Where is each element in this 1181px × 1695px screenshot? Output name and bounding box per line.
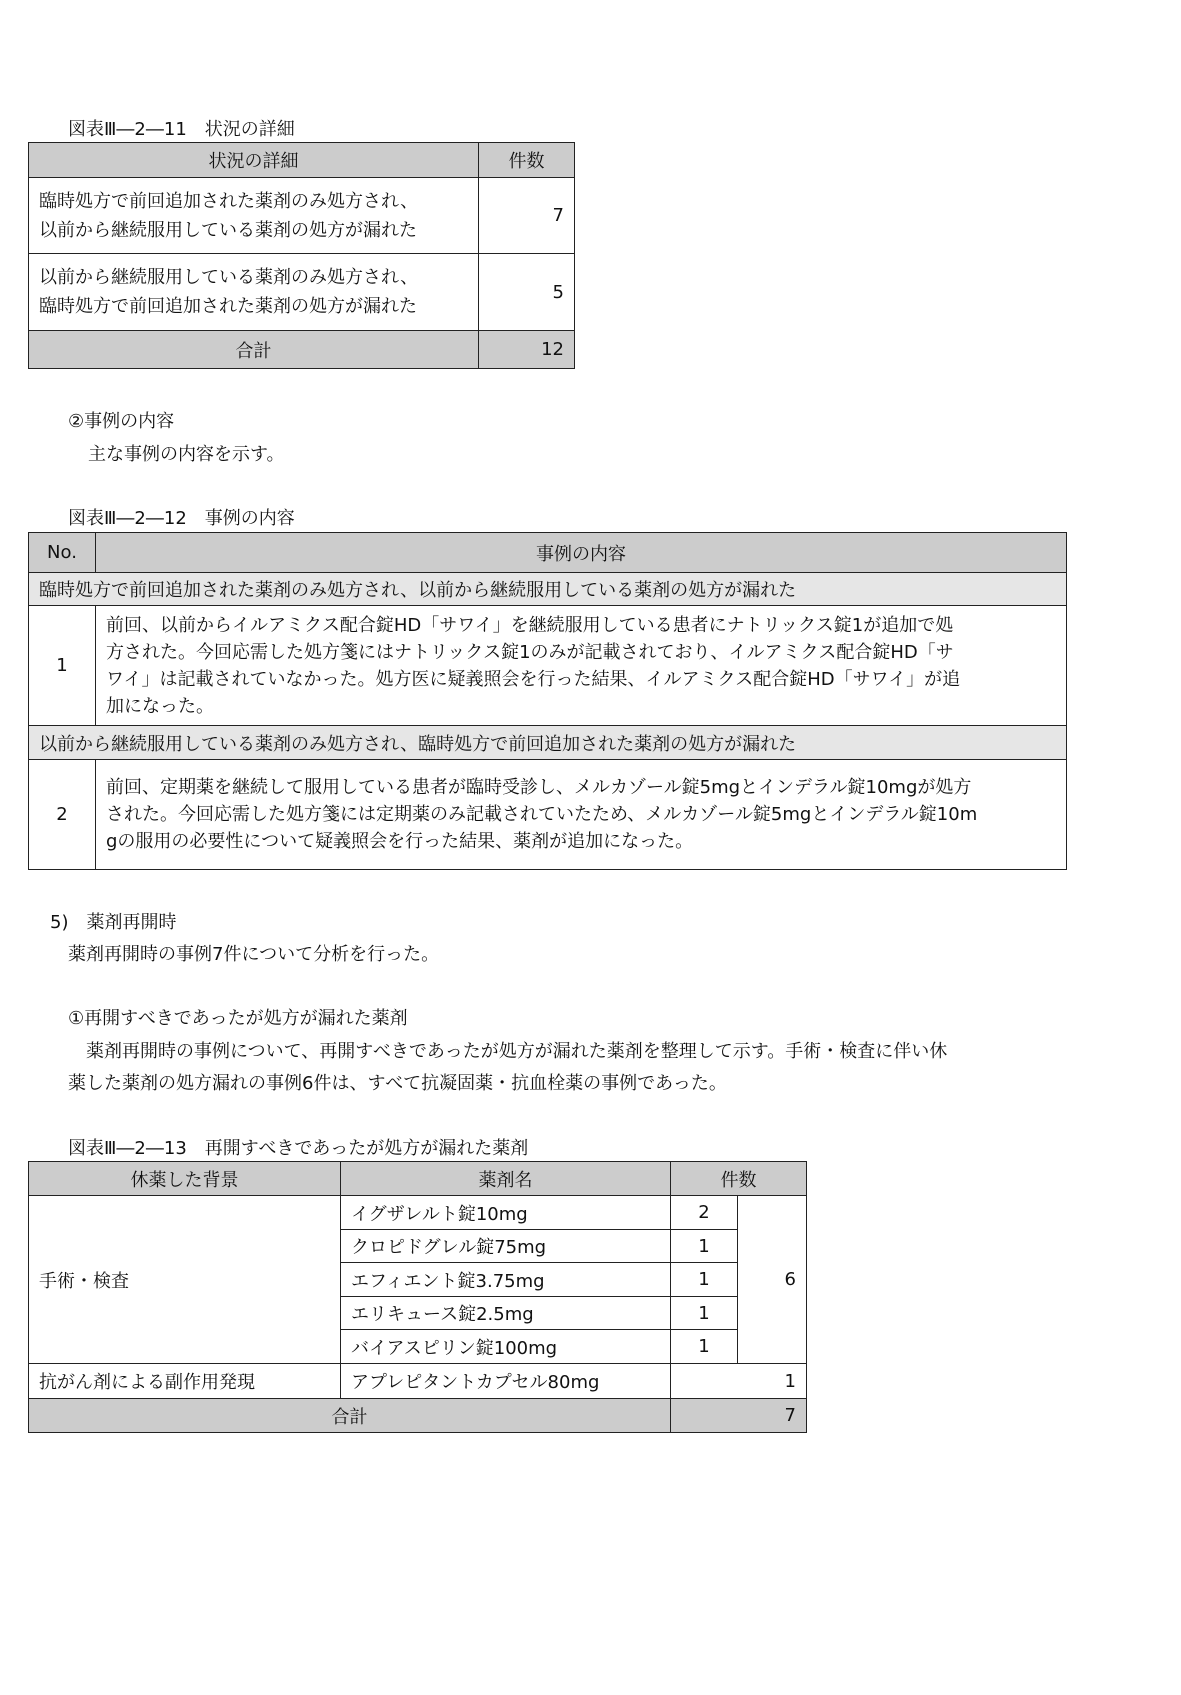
section2-heading: ②事例の内容	[68, 411, 175, 432]
table-row	[29, 606, 1067, 726]
group-row	[29, 726, 1067, 760]
total-label: 合計	[29, 1399, 671, 1433]
section5-subheading: ①再開すべきであったが処方が漏れた薬剤	[68, 1008, 408, 1029]
table-row	[29, 254, 575, 331]
missed-drugs-table	[28, 1161, 807, 1433]
case-text: 前回、以前からイルアミクス配合錠HD「サワイ」を継続服用している患者にナトリックス錠1が追加で処 方された。今回応需した処方箋にはナトリックス錠1のみが記載されており、イルアミクス配合錠HD「サ ワイ」は記載されていなかった。処方医に疑義照会を行った結果、イルアミクス配合錠HD「サワイ」が追 加になった。	[96, 606, 1067, 726]
table1-caption: 図表Ⅲ―2―11 状況の詳細	[68, 119, 295, 140]
table-row	[29, 1196, 807, 1230]
drug-name: エフィエント錠3.75mg	[341, 1263, 671, 1297]
subtotal-count: 6	[738, 1196, 807, 1364]
drug-name: クロピドグレル錠75mg	[341, 1230, 671, 1263]
group-row	[29, 573, 1067, 606]
section5-paragraph-line2: 薬した薬剤の処方漏れの事例6件は、すべて抗凝固薬・抗血栓薬の事例であった。	[68, 1073, 727, 1094]
total-label: 合計	[29, 331, 479, 369]
drug-name: アプレピタントカプセル80mg	[341, 1364, 671, 1399]
section2-text: 主な事例の内容を示す。	[88, 444, 285, 465]
drug-count: 2	[671, 1196, 738, 1230]
table-row	[29, 760, 1067, 870]
table3-caption: 図表Ⅲ―2―13 再開すべきであったが処方が漏れた薬剤	[68, 1138, 529, 1159]
total-count: 12	[479, 331, 575, 369]
background-cell: 手術・検査	[29, 1196, 341, 1364]
group-label: 以前から継続服用している薬剤のみ処方され、臨時処方で前回追加された薬剤の処方が漏れた	[29, 726, 1067, 760]
header-count: 件数	[671, 1162, 807, 1196]
header-situation-detail: 状況の詳細	[29, 143, 479, 178]
header-drug-name: 薬剤名	[341, 1162, 671, 1196]
total-row	[29, 331, 575, 369]
drug-count: 1	[671, 1230, 738, 1263]
group-label: 臨時処方で前回追加された薬剤のみ処方され、以前から継続服用している薬剤の処方が漏れた	[29, 573, 1067, 606]
drug-name: イグザレルト錠10mg	[341, 1196, 671, 1230]
header-count: 件数	[479, 143, 575, 178]
situation-cell: 臨時処方で前回追加された薬剤のみ処方され、 以前から継続服用している薬剤の処方が漏れた	[29, 178, 479, 254]
case-text: 前回、定期薬を継続して服用している患者が臨時受診し、メルカゾール錠5mgとインデラル錠10mgが処方 された。今回応需した処方箋には定期薬のみ記載されていたため、メルカゾール錠5mgとインデラル錠10m gの服用の必要性について疑義照会を行った結果、薬剤が追加になった。	[96, 760, 1067, 870]
count-cell: 7	[479, 178, 575, 254]
table2-caption: 図表Ⅲ―2―12 事例の内容	[68, 508, 295, 529]
total-count: 7	[671, 1399, 807, 1433]
drug-count: 1	[671, 1263, 738, 1297]
drug-name: エリキュース錠2.5mg	[341, 1297, 671, 1330]
background-cell: 抗がん剤による副作用発現	[29, 1364, 341, 1399]
drug-name: バイアスピリン錠100mg	[341, 1330, 671, 1364]
case-no: 2	[29, 760, 96, 870]
section5-paragraph-line1: 薬剤再開時の事例について、再開すべきであったが処方が漏れた薬剤を整理して示す。手術・検査に伴い休	[68, 1041, 948, 1062]
drug-count: 1	[671, 1330, 738, 1364]
header-background: 休薬した背景	[29, 1162, 341, 1196]
case-no: 1	[29, 606, 96, 726]
header-case-content: 事例の内容	[96, 533, 1067, 573]
case-content-table	[28, 532, 1067, 870]
section5-heading: 5) 薬剤再開時	[50, 912, 177, 933]
situation-cell: 以前から継続服用している薬剤のみ処方され、 臨時処方で前回追加された薬剤の処方が漏れた	[29, 254, 479, 331]
table-row	[29, 178, 575, 254]
count-cell: 5	[479, 254, 575, 331]
drug-count: 1	[671, 1364, 807, 1399]
drug-count: 1	[671, 1297, 738, 1330]
total-row	[29, 1399, 807, 1433]
header-no: No.	[29, 533, 96, 573]
section5-text: 薬剤再開時の事例7件について分析を行った。	[68, 944, 440, 965]
table-row	[29, 1364, 807, 1399]
situation-detail-table	[28, 142, 575, 369]
